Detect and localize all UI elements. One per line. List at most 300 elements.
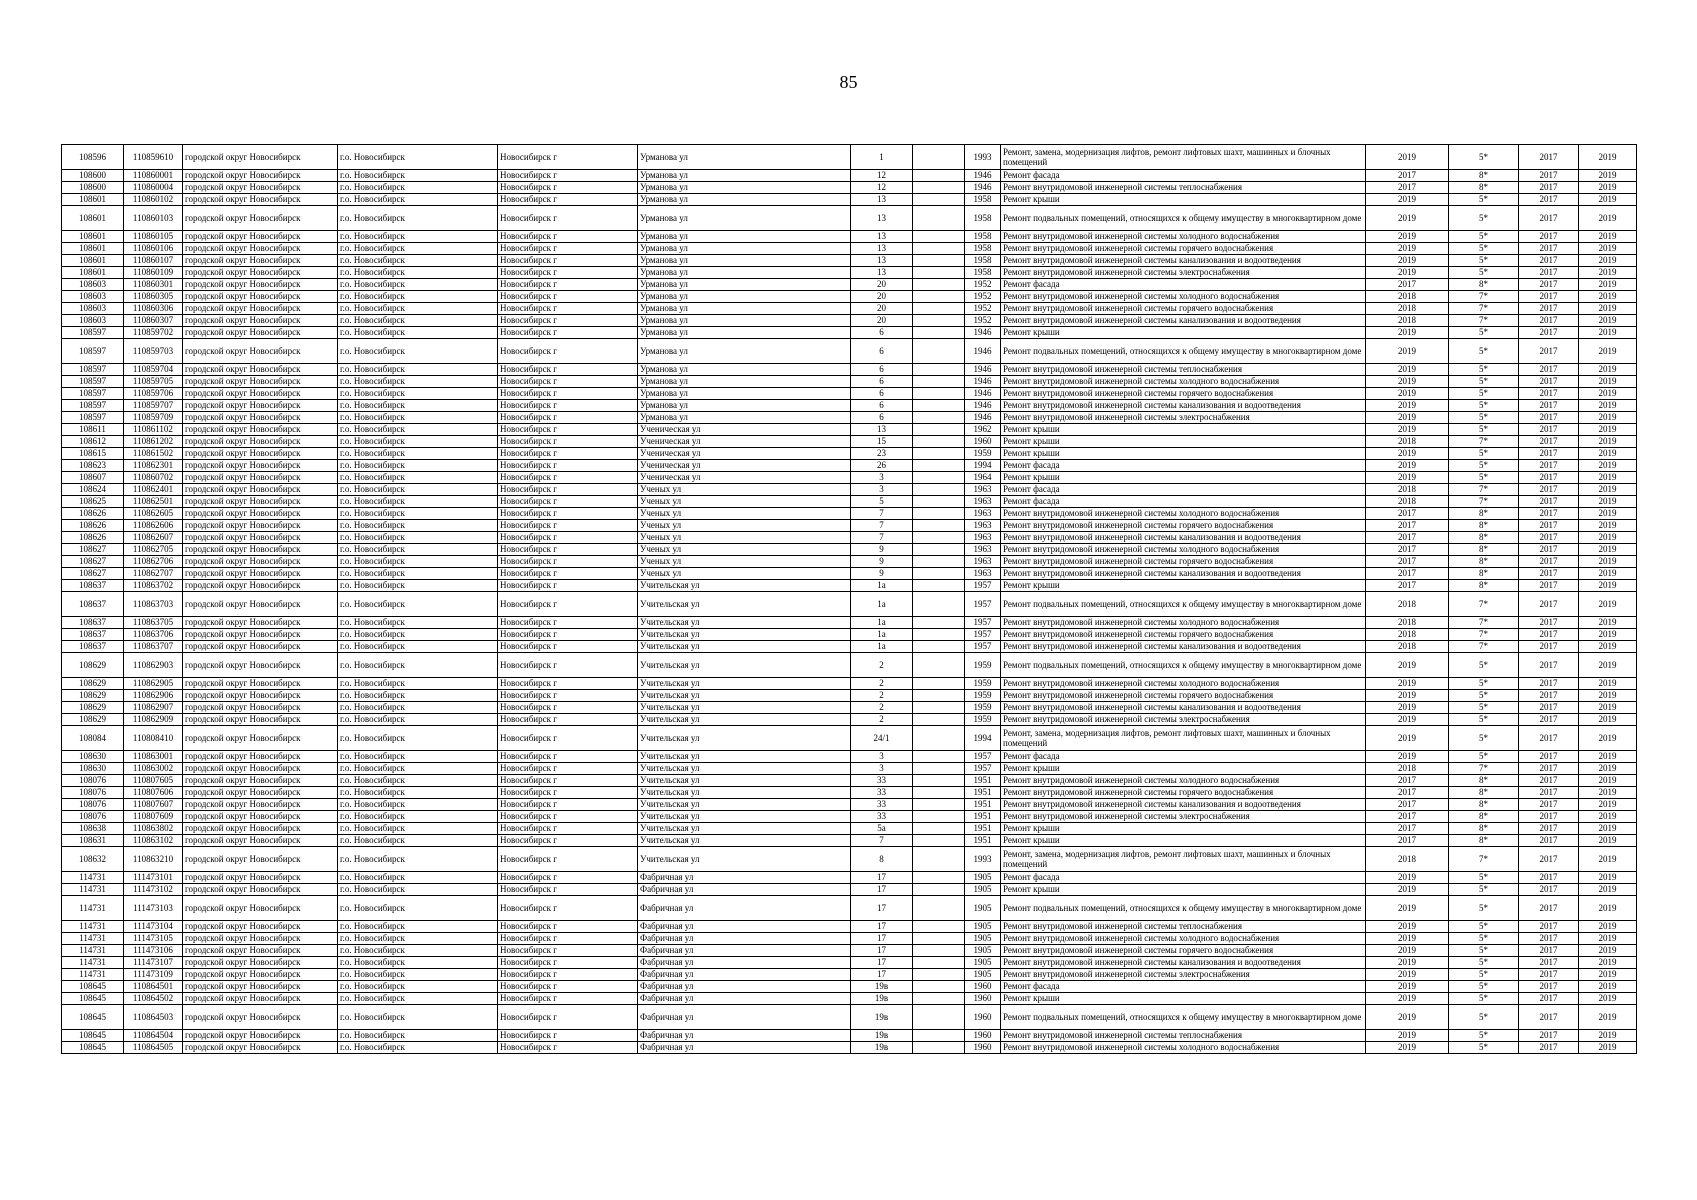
table-row xyxy=(62,544,1637,556)
cell-period-start: 2017 xyxy=(1519,896,1579,921)
cell-build-year: 1963 xyxy=(965,532,1001,544)
cell-work-code: 110860106 xyxy=(124,243,183,255)
cell-municipality: г.о. Новосибирск xyxy=(338,835,498,847)
table-row xyxy=(62,847,1637,872)
cell-period-end: 2019 xyxy=(1579,544,1637,556)
cell-priority: 8* xyxy=(1449,279,1519,291)
cell-city: Новосибирск г xyxy=(498,1042,638,1054)
cell-municipality: г.о. Новосибирск xyxy=(338,279,498,291)
cell-municipality: г.о. Новосибирск xyxy=(338,315,498,327)
cell-street: Ученическая ул xyxy=(638,436,851,448)
cell-plan-year: 2019 xyxy=(1366,945,1449,957)
cell-house-number: 8 xyxy=(851,847,913,872)
cell-build-year: 1960 xyxy=(965,981,1001,993)
cell-street: Учительская ул xyxy=(638,811,851,823)
cell-build-year: 1959 xyxy=(965,678,1001,690)
cell-district: городской округ Новосибирск xyxy=(183,243,338,255)
cell-period-end: 2019 xyxy=(1579,847,1637,872)
cell-work-code: 110863210 xyxy=(124,847,183,872)
cell-work-code: 110862606 xyxy=(124,520,183,532)
cell-work-type: Ремонт внутридомовой инженерной системы канализования и водоотведения xyxy=(1001,400,1366,412)
cell-city: Новосибирск г xyxy=(498,872,638,884)
cell-street: Урманова ул xyxy=(638,291,851,303)
cell-street: Ученых ул xyxy=(638,496,851,508)
cell-build-year: 1963 xyxy=(965,508,1001,520)
cell-district: городской округ Новосибирск xyxy=(183,508,338,520)
cell-priority: 8* xyxy=(1449,556,1519,568)
cell-district: городской округ Новосибирск xyxy=(183,556,338,568)
cell-build-year: 1957 xyxy=(965,580,1001,592)
cell-priority: 5* xyxy=(1449,884,1519,896)
cell-municipality: г.о. Новосибирск xyxy=(338,957,498,969)
cell-house-number: 2 xyxy=(851,714,913,726)
cell-house-id: 108076 xyxy=(62,799,124,811)
cell-house-number: 1а xyxy=(851,580,913,592)
cell-period-start: 2017 xyxy=(1519,376,1579,388)
cell-city: Новосибирск г xyxy=(498,763,638,775)
cell-street: Урманова ул xyxy=(638,194,851,206)
cell-house-id: 114731 xyxy=(62,933,124,945)
cell-period-end: 2019 xyxy=(1579,182,1637,194)
cell-district: городской округ Новосибирск xyxy=(183,267,338,279)
cell-house-id: 108626 xyxy=(62,532,124,544)
cell-period-start: 2017 xyxy=(1519,424,1579,436)
cell-municipality: г.о. Новосибирск xyxy=(338,629,498,641)
cell-period-start: 2017 xyxy=(1519,255,1579,267)
cell-priority: 5* xyxy=(1449,206,1519,231)
cell-municipality: г.о. Новосибирск xyxy=(338,424,498,436)
cell-house-number: 13 xyxy=(851,231,913,243)
cell-build-year: 1957 xyxy=(965,629,1001,641)
cell-priority: 7* xyxy=(1449,763,1519,775)
cell-city: Новосибирск г xyxy=(498,194,638,206)
cell-house-number: 5а xyxy=(851,823,913,835)
cell-house-number: 1а xyxy=(851,641,913,653)
cell-priority: 7* xyxy=(1449,617,1519,629)
cell-house-number: 20 xyxy=(851,315,913,327)
cell-street: Урманова ул xyxy=(638,145,851,170)
cell-street: Фабричная ул xyxy=(638,896,851,921)
cell-municipality: г.о. Новосибирск xyxy=(338,448,498,460)
cell-plan-year: 2019 xyxy=(1366,460,1449,472)
cell-work-code: 110860004 xyxy=(124,182,183,194)
cell-district: городской округ Новосибирск xyxy=(183,1030,338,1042)
cell-plan-year: 2019 xyxy=(1366,751,1449,763)
cell-work-type: Ремонт фасада xyxy=(1001,981,1366,993)
cell-house-extra xyxy=(913,580,965,592)
cell-work-type: Ремонт фасада xyxy=(1001,170,1366,182)
cell-house-number: 7 xyxy=(851,508,913,520)
cell-period-start: 2017 xyxy=(1519,957,1579,969)
cell-house-id: 108645 xyxy=(62,1005,124,1030)
cell-house-number: 13 xyxy=(851,424,913,436)
cell-priority: 7* xyxy=(1449,629,1519,641)
cell-city: Новосибирск г xyxy=(498,811,638,823)
cell-district: городской округ Новосибирск xyxy=(183,460,338,472)
cell-district: городской округ Новосибирск xyxy=(183,291,338,303)
cell-period-end: 2019 xyxy=(1579,291,1637,303)
cell-period-start: 2017 xyxy=(1519,364,1579,376)
cell-work-type: Ремонт подвальных помещений, относящихся к общему имуществу в многоквартирном доме xyxy=(1001,896,1366,921)
cell-house-extra xyxy=(913,702,965,714)
cell-work-type: Ремонт внутридомовой инженерной системы холодного водоснабжения xyxy=(1001,1042,1366,1054)
cell-municipality: г.о. Новосибирск xyxy=(338,751,498,763)
table-row xyxy=(62,424,1637,436)
cell-work-type: Ремонт внутридомовой инженерной системы теплоснабжения xyxy=(1001,182,1366,194)
cell-priority: 5* xyxy=(1449,678,1519,690)
cell-work-code: 110860306 xyxy=(124,303,183,315)
cell-city: Новосибирск г xyxy=(498,412,638,424)
cell-plan-year: 2019 xyxy=(1366,678,1449,690)
cell-period-start: 2017 xyxy=(1519,799,1579,811)
cell-district: городской округ Новосибирск xyxy=(183,145,338,170)
cell-city: Новосибирск г xyxy=(498,182,638,194)
table-row xyxy=(62,872,1637,884)
cell-municipality: г.о. Новосибирск xyxy=(338,544,498,556)
cell-period-start: 2017 xyxy=(1519,460,1579,472)
cell-street: Ученическая ул xyxy=(638,472,851,484)
cell-house-number: 17 xyxy=(851,957,913,969)
cell-work-code: 110863702 xyxy=(124,580,183,592)
cell-plan-year: 2019 xyxy=(1366,448,1449,460)
cell-plan-year: 2019 xyxy=(1366,194,1449,206)
cell-district: городской округ Новосибирск xyxy=(183,472,338,484)
cell-house-id: 108623 xyxy=(62,460,124,472)
cell-work-type: Ремонт внутридомовой инженерной системы канализования и водоотведения xyxy=(1001,532,1366,544)
cell-city: Новосибирск г xyxy=(498,1030,638,1042)
table-row xyxy=(62,884,1637,896)
cell-build-year: 1958 xyxy=(965,206,1001,231)
cell-city: Новосибирск г xyxy=(498,933,638,945)
cell-work-code: 110861202 xyxy=(124,436,183,448)
cell-municipality: г.о. Новосибирск xyxy=(338,714,498,726)
cell-house-number: 9 xyxy=(851,568,913,580)
cell-district: городской округ Новосибирск xyxy=(183,872,338,884)
cell-house-extra xyxy=(913,484,965,496)
cell-work-type: Ремонт внутридомовой инженерной системы горячего водоснабжения xyxy=(1001,945,1366,957)
cell-city: Новосибирск г xyxy=(498,702,638,714)
cell-period-start: 2017 xyxy=(1519,945,1579,957)
cell-period-start: 2017 xyxy=(1519,544,1579,556)
cell-house-extra xyxy=(913,291,965,303)
cell-street: Фабричная ул xyxy=(638,872,851,884)
cell-city: Новосибирск г xyxy=(498,847,638,872)
cell-work-type: Ремонт подвальных помещений, относящихся к общему имуществу в многоквартирном доме xyxy=(1001,653,1366,678)
cell-house-id: 108603 xyxy=(62,279,124,291)
cell-city: Новосибирск г xyxy=(498,339,638,364)
cell-priority: 5* xyxy=(1449,981,1519,993)
cell-plan-year: 2017 xyxy=(1366,279,1449,291)
cell-house-id: 108627 xyxy=(62,556,124,568)
cell-house-id: 108076 xyxy=(62,775,124,787)
cell-period-start: 2017 xyxy=(1519,835,1579,847)
cell-work-code: 110807605 xyxy=(124,775,183,787)
cell-work-code: 110863001 xyxy=(124,751,183,763)
cell-build-year: 1960 xyxy=(965,993,1001,1005)
cell-city: Новосибирск г xyxy=(498,945,638,957)
cell-work-code: 110862907 xyxy=(124,702,183,714)
cell-house-number: 13 xyxy=(851,267,913,279)
cell-priority: 5* xyxy=(1449,194,1519,206)
cell-district: городской округ Новосибирск xyxy=(183,884,338,896)
cell-district: городской округ Новосибирск xyxy=(183,921,338,933)
cell-period-start: 2017 xyxy=(1519,775,1579,787)
table-row xyxy=(62,436,1637,448)
cell-street: Учительская ул xyxy=(638,714,851,726)
cell-district: городской округ Новосибирск xyxy=(183,279,338,291)
cell-house-number: 17 xyxy=(851,969,913,981)
cell-city: Новосибирск г xyxy=(498,751,638,763)
table-row xyxy=(62,496,1637,508)
cell-work-type: Ремонт внутридомовой инженерной системы холодного водоснабжения xyxy=(1001,933,1366,945)
table-row xyxy=(62,315,1637,327)
cell-district: городской округ Новосибирск xyxy=(183,775,338,787)
cell-build-year: 1993 xyxy=(965,847,1001,872)
cell-municipality: г.о. Новосибирск xyxy=(338,568,498,580)
cell-house-extra xyxy=(913,1005,965,1030)
cell-priority: 8* xyxy=(1449,835,1519,847)
cell-municipality: г.о. Новосибирск xyxy=(338,896,498,921)
cell-build-year: 1958 xyxy=(965,231,1001,243)
cell-plan-year: 2019 xyxy=(1366,267,1449,279)
cell-city: Новосибирск г xyxy=(498,508,638,520)
cell-build-year: 1957 xyxy=(965,641,1001,653)
cell-house-id: 108601 xyxy=(62,255,124,267)
cell-period-start: 2017 xyxy=(1519,653,1579,678)
cell-period-end: 2019 xyxy=(1579,267,1637,279)
cell-period-start: 2017 xyxy=(1519,872,1579,884)
cell-district: городской округ Новосибирск xyxy=(183,448,338,460)
cell-build-year: 1958 xyxy=(965,255,1001,267)
cell-work-type: Ремонт подвальных помещений, относящихся к общему имуществу в многоквартирном доме xyxy=(1001,1005,1366,1030)
cell-house-number: 9 xyxy=(851,556,913,568)
cell-build-year: 1958 xyxy=(965,194,1001,206)
cell-house-number: 13 xyxy=(851,243,913,255)
cell-work-type: Ремонт внутридомовой инженерной системы горячего водоснабжения xyxy=(1001,303,1366,315)
cell-period-end: 2019 xyxy=(1579,388,1637,400)
cell-street: Фабричная ул xyxy=(638,957,851,969)
cell-house-extra xyxy=(913,520,965,532)
cell-house-extra xyxy=(913,364,965,376)
cell-district: городской округ Новосибирск xyxy=(183,376,338,388)
cell-period-start: 2017 xyxy=(1519,981,1579,993)
cell-house-extra xyxy=(913,388,965,400)
cell-house-id: 108637 xyxy=(62,629,124,641)
cell-work-type: Ремонт крыши xyxy=(1001,448,1366,460)
cell-work-code: 110859703 xyxy=(124,339,183,364)
cell-street: Ученых ул xyxy=(638,568,851,580)
cell-plan-year: 2018 xyxy=(1366,592,1449,617)
cell-plan-year: 2019 xyxy=(1366,884,1449,896)
cell-plan-year: 2018 xyxy=(1366,847,1449,872)
cell-work-type: Ремонт крыши xyxy=(1001,993,1366,1005)
cell-period-start: 2017 xyxy=(1519,726,1579,751)
cell-plan-year: 2019 xyxy=(1366,231,1449,243)
cell-work-type: Ремонт крыши xyxy=(1001,436,1366,448)
cell-street: Учительская ул xyxy=(638,763,851,775)
cell-work-type: Ремонт внутридомовой инженерной системы горячего водоснабжения xyxy=(1001,388,1366,400)
cell-period-end: 2019 xyxy=(1579,629,1637,641)
cell-period-end: 2019 xyxy=(1579,993,1637,1005)
cell-work-type: Ремонт внутридомовой инженерной системы холодного водоснабжения xyxy=(1001,508,1366,520)
cell-house-number: 7 xyxy=(851,835,913,847)
cell-house-extra xyxy=(913,508,965,520)
cell-work-code: 110862707 xyxy=(124,568,183,580)
cell-house-id: 108084 xyxy=(62,726,124,751)
cell-period-start: 2017 xyxy=(1519,702,1579,714)
table-row xyxy=(62,170,1637,182)
cell-work-code: 111473103 xyxy=(124,896,183,921)
cell-district: городской округ Новосибирск xyxy=(183,339,338,364)
table-row xyxy=(62,339,1637,364)
table-row xyxy=(62,629,1637,641)
cell-work-type: Ремонт внутридомовой инженерной системы горячего водоснабжения xyxy=(1001,629,1366,641)
cell-work-code: 110859702 xyxy=(124,327,183,339)
cell-house-extra xyxy=(913,969,965,981)
cell-work-type: Ремонт внутридомовой инженерной системы горячего водоснабжения xyxy=(1001,556,1366,568)
cell-period-end: 2019 xyxy=(1579,641,1637,653)
cell-house-number: 17 xyxy=(851,945,913,957)
cell-work-type: Ремонт фасада xyxy=(1001,279,1366,291)
cell-municipality: г.о. Новосибирск xyxy=(338,170,498,182)
cell-district: городской округ Новосибирск xyxy=(183,714,338,726)
cell-house-extra xyxy=(913,653,965,678)
cell-house-extra xyxy=(913,811,965,823)
cell-period-start: 2017 xyxy=(1519,412,1579,424)
cell-period-start: 2017 xyxy=(1519,556,1579,568)
cell-city: Новосибирск г xyxy=(498,267,638,279)
cell-work-type: Ремонт фасада xyxy=(1001,460,1366,472)
cell-house-number: 19в xyxy=(851,981,913,993)
cell-work-code: 110864503 xyxy=(124,1005,183,1030)
cell-street: Учительская ул xyxy=(638,799,851,811)
cell-plan-year: 2019 xyxy=(1366,933,1449,945)
cell-plan-year: 2017 xyxy=(1366,811,1449,823)
cell-house-id: 108597 xyxy=(62,400,124,412)
cell-priority: 5* xyxy=(1449,400,1519,412)
cell-municipality: г.о. Новосибирск xyxy=(338,1005,498,1030)
cell-municipality: г.о. Новосибирск xyxy=(338,811,498,823)
cell-period-end: 2019 xyxy=(1579,206,1637,231)
cell-build-year: 1959 xyxy=(965,702,1001,714)
cell-period-end: 2019 xyxy=(1579,231,1637,243)
cell-city: Новосибирск г xyxy=(498,424,638,436)
cell-house-extra xyxy=(913,1030,965,1042)
cell-house-number: 6 xyxy=(851,412,913,424)
cell-build-year: 1963 xyxy=(965,496,1001,508)
cell-district: городской округ Новосибирск xyxy=(183,532,338,544)
cell-street: Фабричная ул xyxy=(638,884,851,896)
cell-work-type: Ремонт фасада xyxy=(1001,751,1366,763)
cell-priority: 5* xyxy=(1449,448,1519,460)
cell-municipality: г.о. Новосибирск xyxy=(338,520,498,532)
cell-house-extra xyxy=(913,835,965,847)
cell-city: Новосибирск г xyxy=(498,206,638,231)
cell-plan-year: 2017 xyxy=(1366,556,1449,568)
table-row xyxy=(62,364,1637,376)
cell-district: городской округ Новосибирск xyxy=(183,303,338,315)
cell-build-year: 1946 xyxy=(965,182,1001,194)
cell-house-extra xyxy=(913,231,965,243)
cell-house-number: 6 xyxy=(851,388,913,400)
cell-period-end: 2019 xyxy=(1579,823,1637,835)
cell-work-code: 110859610 xyxy=(124,145,183,170)
cell-house-number: 1 xyxy=(851,145,913,170)
table-row xyxy=(62,993,1637,1005)
cell-period-start: 2017 xyxy=(1519,448,1579,460)
cell-municipality: г.о. Новосибирск xyxy=(338,206,498,231)
cell-work-type: Ремонт внутридомовой инженерной системы горячего водоснабжения xyxy=(1001,690,1366,702)
table-row xyxy=(62,556,1637,568)
cell-house-extra xyxy=(913,279,965,291)
table-row xyxy=(62,568,1637,580)
cell-period-end: 2019 xyxy=(1579,653,1637,678)
cell-work-code: 111473101 xyxy=(124,872,183,884)
cell-period-end: 2019 xyxy=(1579,400,1637,412)
cell-work-type: Ремонт крыши xyxy=(1001,472,1366,484)
cell-work-type: Ремонт, замена, модернизация лифтов, ремонт лифтовых шахт, машинных и блочных помещений xyxy=(1001,726,1366,751)
cell-work-code: 110860001 xyxy=(124,170,183,182)
cell-street: Фабричная ул xyxy=(638,1042,851,1054)
cell-city: Новосибирск г xyxy=(498,568,638,580)
cell-house-number: 7 xyxy=(851,532,913,544)
cell-work-code: 110864504 xyxy=(124,1030,183,1042)
cell-house-extra xyxy=(913,799,965,811)
cell-district: городской округ Новосибирск xyxy=(183,957,338,969)
cell-street: Учительская ул xyxy=(638,847,851,872)
cell-house-extra xyxy=(913,933,965,945)
cell-street: Урманова ул xyxy=(638,400,851,412)
cell-plan-year: 2019 xyxy=(1366,400,1449,412)
cell-build-year: 1957 xyxy=(965,763,1001,775)
cell-house-extra xyxy=(913,303,965,315)
cell-city: Новосибирск г xyxy=(498,243,638,255)
cell-period-start: 2017 xyxy=(1519,267,1579,279)
cell-street: Учительская ул xyxy=(638,690,851,702)
cell-period-end: 2019 xyxy=(1579,448,1637,460)
cell-period-start: 2017 xyxy=(1519,751,1579,763)
cell-municipality: г.о. Новосибирск xyxy=(338,388,498,400)
cell-district: городской округ Новосибирск xyxy=(183,364,338,376)
cell-period-end: 2019 xyxy=(1579,508,1637,520)
cell-municipality: г.о. Новосибирск xyxy=(338,472,498,484)
cell-work-code: 110807606 xyxy=(124,787,183,799)
cell-period-start: 2017 xyxy=(1519,993,1579,1005)
cell-city: Новосибирск г xyxy=(498,496,638,508)
cell-plan-year: 2019 xyxy=(1366,1030,1449,1042)
cell-house-extra xyxy=(913,436,965,448)
cell-municipality: г.о. Новосибирск xyxy=(338,556,498,568)
cell-city: Новосибирск г xyxy=(498,726,638,751)
cell-street: Урманова ул xyxy=(638,327,851,339)
page-number: 85 xyxy=(839,72,858,92)
cell-city: Новосибирск г xyxy=(498,376,638,388)
cell-period-start: 2017 xyxy=(1519,847,1579,872)
cell-priority: 5* xyxy=(1449,1030,1519,1042)
cell-district: городской округ Новосибирск xyxy=(183,484,338,496)
cell-build-year: 1951 xyxy=(965,811,1001,823)
cell-municipality: г.о. Новосибирск xyxy=(338,653,498,678)
cell-period-end: 2019 xyxy=(1579,145,1637,170)
cell-street: Фабричная ул xyxy=(638,933,851,945)
table-row xyxy=(62,811,1637,823)
cell-municipality: г.о. Новосибирск xyxy=(338,508,498,520)
cell-period-start: 2017 xyxy=(1519,182,1579,194)
cell-period-end: 2019 xyxy=(1579,872,1637,884)
cell-city: Новосибирск г xyxy=(498,957,638,969)
cell-work-code: 111473107 xyxy=(124,957,183,969)
cell-district: городской округ Новосибирск xyxy=(183,678,338,690)
